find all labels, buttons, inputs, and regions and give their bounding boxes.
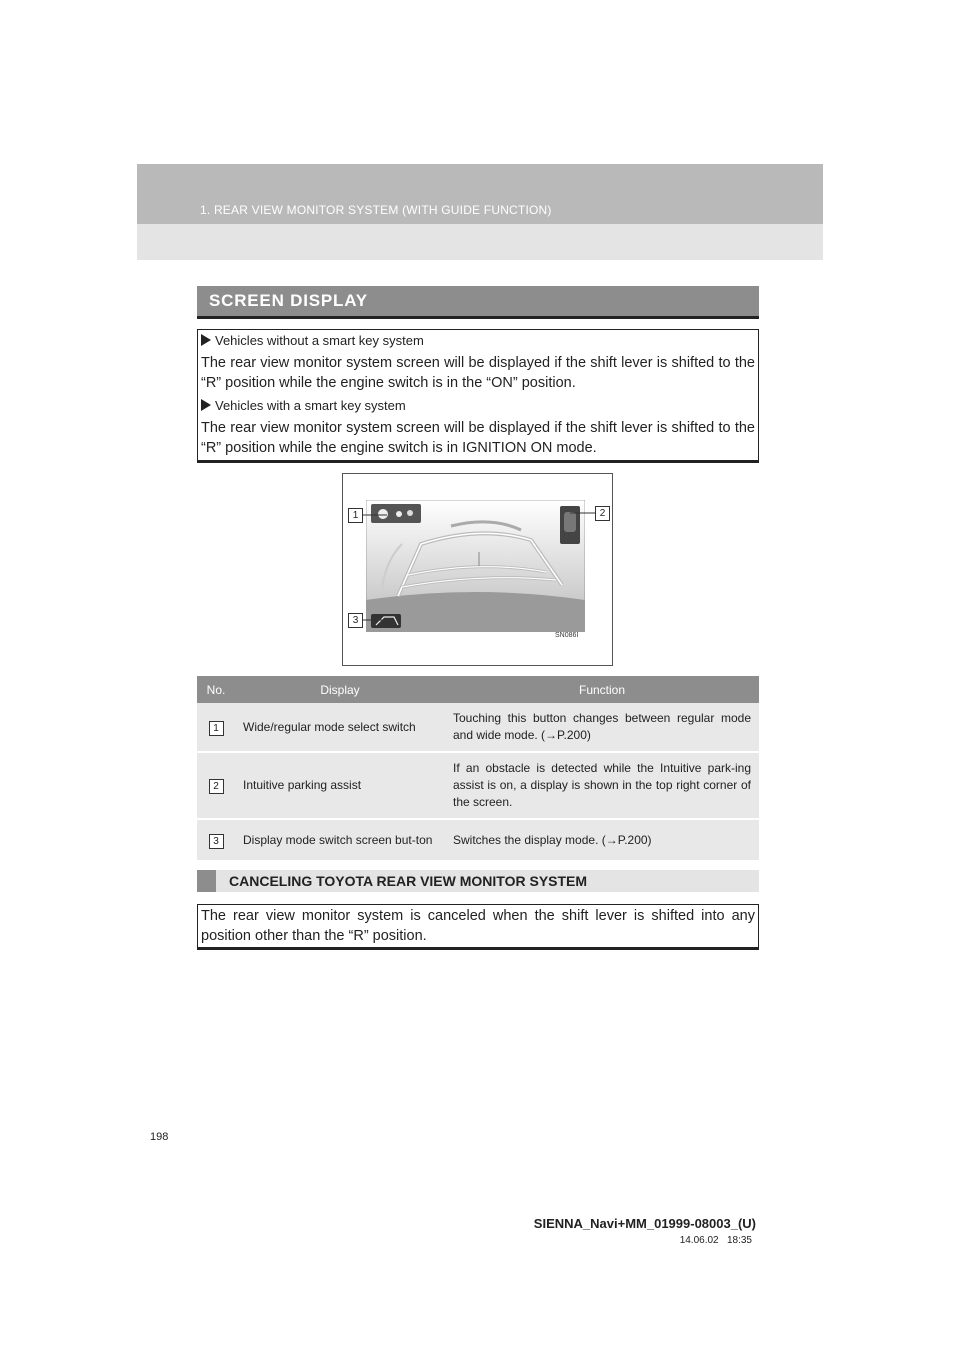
cancel-box bbox=[197, 904, 759, 950]
section-title: SCREEN DISPLAY bbox=[209, 291, 368, 310]
triangle-bullet-icon bbox=[201, 334, 211, 346]
subsection-title-bar bbox=[197, 870, 759, 892]
chapter-title: 1. REAR VIEW MONITOR SYSTEM (WITH GUIDE FUNCTION) bbox=[200, 203, 552, 217]
callout-1: 1 bbox=[348, 508, 363, 523]
row-function: Switches the display mode. (→P.200) bbox=[445, 819, 759, 861]
subsection-title: CANCELING TOYOTA REAR VIEW MONITOR SYSTEM bbox=[229, 873, 588, 889]
triangle-bullet-icon bbox=[201, 399, 211, 411]
callout-2: 2 bbox=[595, 506, 610, 521]
row-number: 1 bbox=[209, 721, 224, 736]
callout-leader bbox=[570, 506, 595, 516]
row-number: 2 bbox=[209, 779, 224, 794]
row-function: Touching this button changes between regular mode and wide mode. (→P.200) bbox=[445, 703, 759, 752]
table-row bbox=[197, 703, 759, 752]
column-header: No. bbox=[197, 676, 235, 703]
document-timestamp: 14.06.02 18:35 bbox=[679, 1235, 752, 1246]
paragraph: The rear view monitor system is canceled when the shift lever is shifted into any position other than the “R” position. bbox=[201, 908, 755, 944]
callout-3: 3 bbox=[348, 613, 363, 628]
rear-camera-screen-illustration bbox=[366, 500, 585, 632]
figure-label: SN086I bbox=[555, 632, 579, 639]
paragraph: The rear view monitor system screen will be displayed if the shift lever is shifted to the “R” position while the engine switch is in the “ON” position. bbox=[201, 355, 755, 391]
page-number: 198 bbox=[150, 1131, 169, 1143]
section-title-bar bbox=[197, 286, 759, 319]
bullet-item: Vehicles with a smart key system bbox=[201, 398, 406, 413]
intro-box bbox=[197, 329, 759, 463]
callout-leader bbox=[362, 508, 387, 518]
row-display: Wide/regular mode select switch bbox=[235, 703, 445, 752]
table-header-row bbox=[197, 676, 759, 703]
row-display: Display mode switch screen but-ton bbox=[235, 819, 445, 861]
subsection-marker bbox=[197, 870, 216, 892]
display-function-table bbox=[197, 676, 759, 862]
row-function: If an obstacle is detected while the Intuitive park-ing assist is on, a display is shown in the top right corner of the screen. bbox=[445, 752, 759, 819]
header-subband bbox=[137, 224, 823, 260]
paragraph: The rear view monitor system screen will be displayed if the shift lever is shifted to the “R” position while the engine switch is in IGNITION ON mode. bbox=[201, 420, 755, 456]
table-row bbox=[197, 819, 759, 861]
column-header: Function bbox=[445, 676, 759, 703]
callout-leader bbox=[362, 613, 382, 623]
row-number: 3 bbox=[209, 834, 224, 849]
column-header: Display bbox=[235, 676, 445, 703]
document-code: SIENNA_Navi+MM_01999-08003_(U) bbox=[533, 1216, 756, 1231]
table-row bbox=[197, 752, 759, 819]
bullet-item: Vehicles without a smart key system bbox=[201, 333, 424, 348]
row-display: Intuitive parking assist bbox=[235, 752, 445, 819]
